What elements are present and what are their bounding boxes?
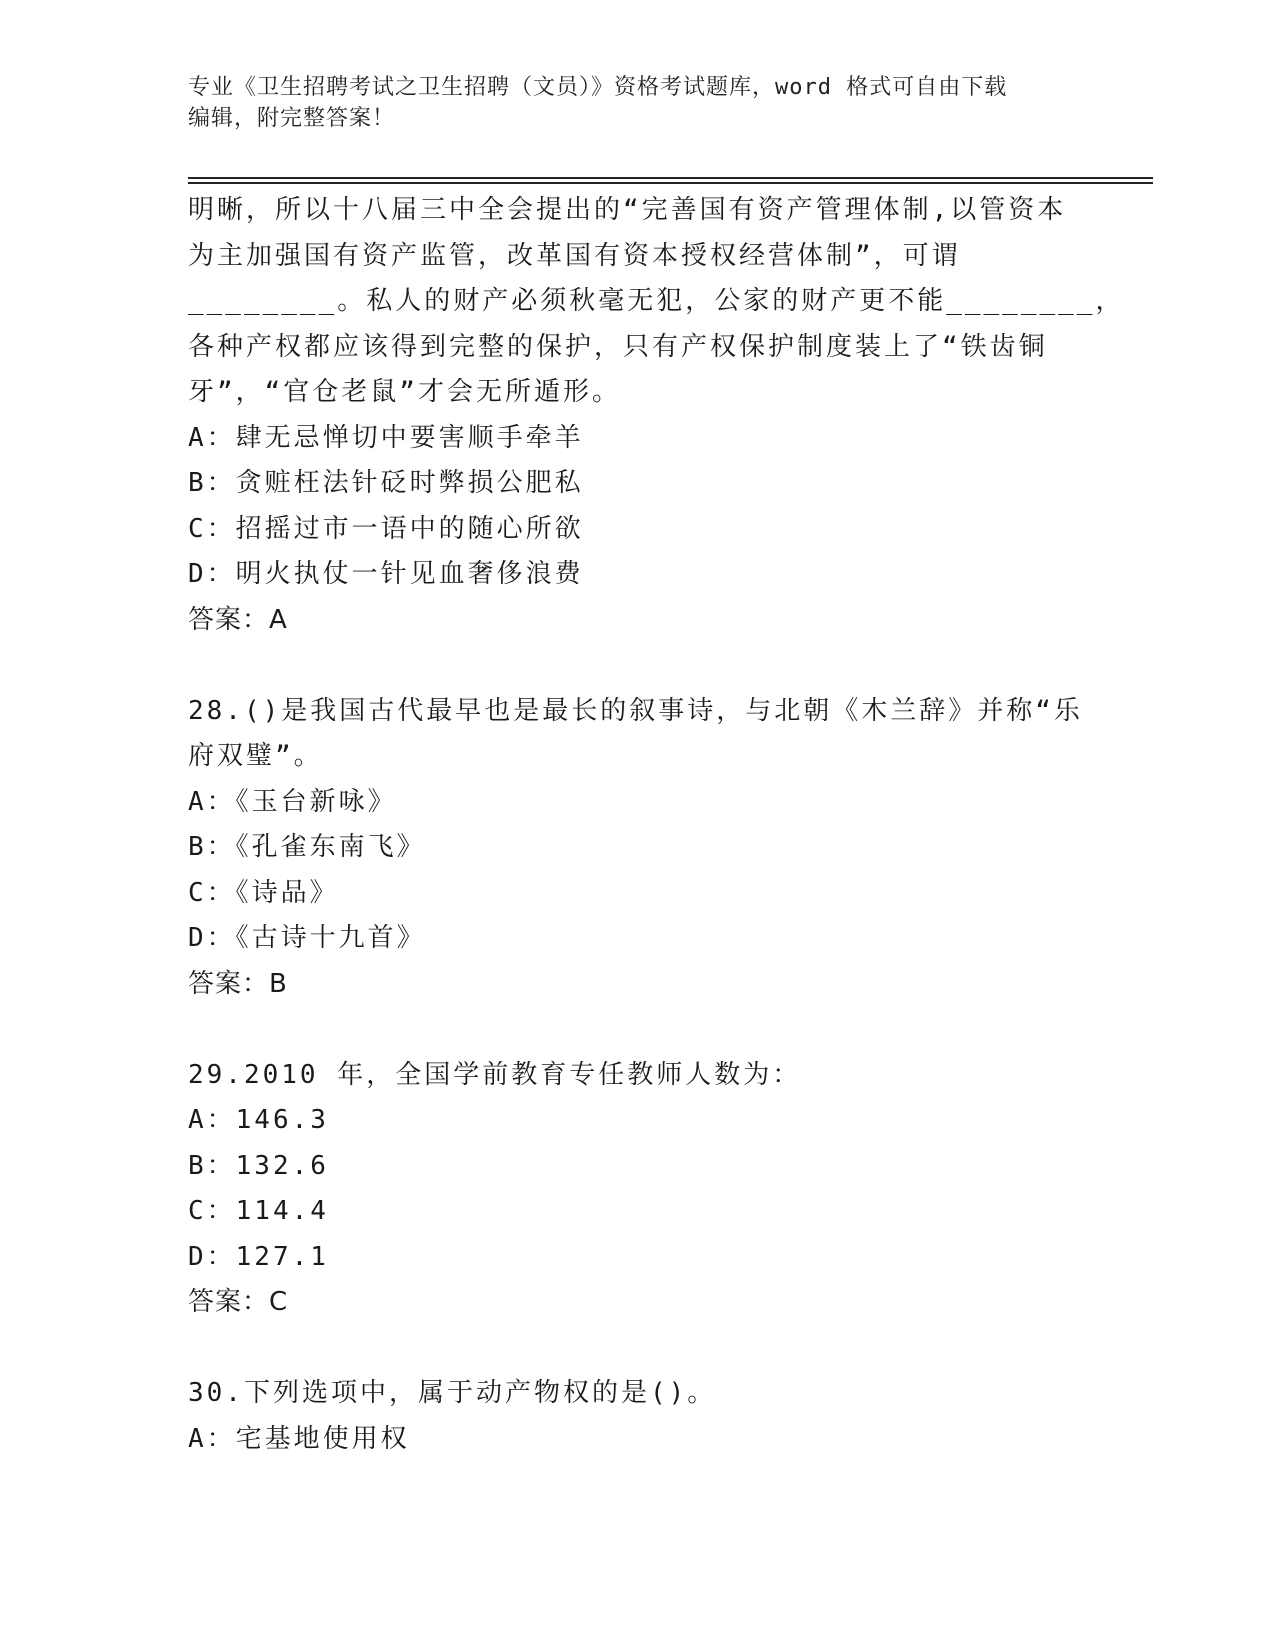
question-content bbox=[188, 188, 1125, 1462]
option-d: D：127.1 bbox=[188, 1241, 329, 1272]
question-text-line: 28.()是我国古代最早也是最长的叙事诗，与北朝《木兰辞》并称“乐 bbox=[188, 695, 1083, 726]
question-text-line: 为主加强国有资产监管，改革国有资本授权经营体制”，可谓 bbox=[188, 240, 961, 271]
question-text-line: 府双璧”。 bbox=[188, 741, 323, 771]
spacer bbox=[188, 1007, 1088, 1053]
question-text-line: ________。私人的财产必须秋毫无犯，公家的财产更不能________， bbox=[188, 286, 1125, 316]
question-text-line: 牙”，“官仓老鼠”才会无所遁形。 bbox=[188, 377, 621, 407]
question-text-line: 各种产权都应该得到完整的保护，只有产权保护制度装上了“铁齿铜 bbox=[188, 331, 1048, 362]
option-d: D：明火执仗一针见血奢侈浪费 bbox=[188, 559, 584, 589]
option-b: B：贪赃枉法针砭时弊损公肥私 bbox=[188, 468, 584, 498]
answer-label: 答案：C bbox=[188, 1287, 289, 1317]
question-text-line: 29.2010 年，全国学前教育专任教师人数为： bbox=[188, 1059, 802, 1090]
spacer bbox=[188, 1326, 1088, 1372]
document-header bbox=[188, 72, 1088, 134]
option-c: C：《诗品》 bbox=[188, 877, 339, 908]
option-a: A：《玉台新咏》 bbox=[188, 786, 397, 817]
answer-label: 答案：B bbox=[188, 968, 288, 999]
option-b: B：《孔雀东南飞》 bbox=[188, 832, 426, 862]
option-d: D：《古诗十九首》 bbox=[188, 923, 426, 953]
header-line-1: 专业《卫生招聘考试之卫生招聘（文员）》资格考试题库，word 格式可自由下载 bbox=[188, 75, 1008, 100]
answer-label: 答案：A bbox=[188, 604, 288, 635]
option-c: C：招摇过市一语中的随心所欲 bbox=[188, 513, 584, 544]
option-c: C：114.4 bbox=[188, 1196, 329, 1226]
header-rule-bottom bbox=[188, 182, 1153, 184]
option-a: A：宅基地使用权 bbox=[188, 1423, 410, 1454]
question-29 bbox=[188, 1053, 1088, 1326]
question-27 bbox=[188, 188, 1125, 643]
option-a: A：146.3 bbox=[188, 1105, 329, 1135]
spacer bbox=[188, 643, 1088, 689]
question-28 bbox=[188, 689, 1088, 1008]
header-rule-top bbox=[188, 177, 1153, 179]
question-text-line: 明晰，所以十八届三中全会提出的“完善国有资产管理体制,以管资本 bbox=[188, 195, 1067, 225]
question-text-line: 30.下列选项中，属于动产物权的是()。 bbox=[188, 1378, 717, 1408]
question-30 bbox=[188, 1371, 1088, 1462]
header-line-2: 编辑，附完整答案！ bbox=[188, 106, 396, 131]
option-b: B：132.6 bbox=[188, 1150, 329, 1181]
option-a: A：肆无忌惮切中要害顺手牵羊 bbox=[188, 422, 584, 453]
